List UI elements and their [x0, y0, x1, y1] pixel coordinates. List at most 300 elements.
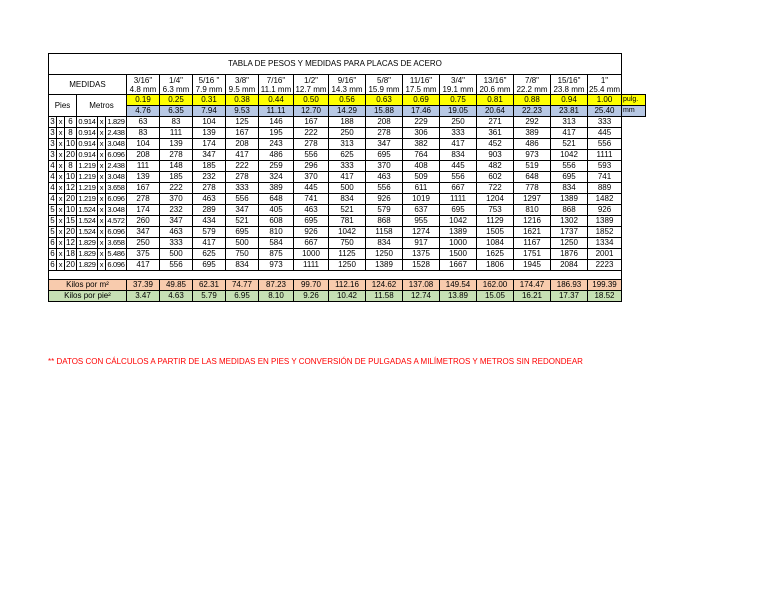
thickness-millimeters: 22.23 — [514, 106, 551, 117]
weight-cell: 188 — [329, 117, 366, 128]
weight-cell: 1167 — [514, 238, 551, 249]
weight-cell: 232 — [160, 205, 193, 216]
weight-cell: 556 — [366, 183, 403, 194]
kilos-pie-label: Kilos por pie² — [49, 291, 127, 302]
length-meters: 3.048 — [107, 172, 125, 181]
thickness-mm: 19.1 mm — [442, 84, 474, 94]
width-meters: 0.914 — [78, 117, 96, 126]
kilos-m2-value: 99.70 — [294, 280, 329, 291]
weight-cell: 208 — [127, 150, 160, 161]
width-meters: 1.219 — [78, 194, 96, 203]
weight-cell: 834 — [329, 194, 366, 205]
weight-cell: 1274 — [403, 227, 440, 238]
weight-cell: 1042 — [551, 150, 588, 161]
length-meters: 2.438 — [107, 128, 125, 137]
width-feet: 5 — [50, 227, 55, 236]
weight-cell: 417 — [551, 128, 588, 139]
thickness-inches: 0.25 — [160, 95, 193, 106]
weight-cell: 260 — [127, 216, 160, 227]
thickness-inches: 0.63 — [366, 95, 403, 106]
thickness-mm: 15.9 mm — [368, 84, 400, 94]
thickness-inches: 0.50 — [294, 95, 329, 106]
weight-cell: 973 — [259, 260, 294, 271]
weight-cell: 463 — [160, 227, 193, 238]
weight-cell: 695 — [551, 172, 588, 183]
weight-cell: 222 — [160, 183, 193, 194]
thickness-inches: 0.88 — [514, 95, 551, 106]
thickness-fraction: 7/16" — [266, 75, 286, 85]
weight-cell: 463 — [294, 205, 329, 216]
weight-cell: 278 — [226, 172, 259, 183]
length-meters: 1.829 — [107, 117, 125, 126]
weight-cell: 625 — [193, 249, 226, 260]
weight-cell: 463 — [193, 194, 226, 205]
weight-cell: 382 — [403, 139, 440, 150]
weight-cell: 370 — [160, 194, 193, 205]
kilos-m2-value: 186.93 — [551, 280, 588, 291]
times-sign: x — [98, 139, 106, 150]
weight-cell: 1216 — [514, 216, 551, 227]
length-feet: 10 — [66, 205, 75, 214]
thickness-fraction: 3/4" — [451, 75, 465, 85]
thickness-inches: 0.94 — [551, 95, 588, 106]
weight-cell: 1737 — [551, 227, 588, 238]
weight-cell: 695 — [193, 260, 226, 271]
weight-cell: 167 — [127, 183, 160, 194]
times-sign: x — [98, 205, 106, 216]
weight-cell: 1111 — [440, 194, 477, 205]
weight-cell: 500 — [329, 183, 366, 194]
spreadsheet — [48, 53, 646, 302]
weight-cell: 1129 — [477, 216, 514, 227]
thickness-millimeters: 23.81 — [551, 106, 588, 117]
thickness-inches: 0.81 — [477, 95, 514, 106]
weight-cell: 1621 — [514, 227, 551, 238]
kilos-pie-value: 6.95 — [226, 291, 259, 302]
weight-cell: 1334 — [588, 238, 622, 249]
weight-cell: 648 — [259, 194, 294, 205]
weight-cell: 781 — [329, 216, 366, 227]
weight-cell: 1084 — [477, 238, 514, 249]
thickness-inches: 0.19 — [127, 95, 160, 106]
weight-cell: 2001 — [588, 249, 622, 260]
weight-cell: 389 — [259, 183, 294, 194]
weight-cell: 486 — [514, 139, 551, 150]
length-feet: 20 — [66, 150, 75, 159]
length-meters: 3.048 — [107, 139, 125, 148]
table-row — [49, 216, 646, 227]
weight-cell: 333 — [226, 183, 259, 194]
weight-cell: 313 — [551, 117, 588, 128]
weight-cell: 167 — [226, 128, 259, 139]
thickness-header — [403, 75, 440, 95]
weight-cell: 1876 — [551, 249, 588, 260]
kilos-m2-value: 174.47 — [514, 280, 551, 291]
weight-cell: 834 — [226, 260, 259, 271]
weight-cell: 347 — [193, 150, 226, 161]
weight-cell: 139 — [193, 128, 226, 139]
kilos-pie-value: 11.58 — [366, 291, 403, 302]
weight-cell: 347 — [366, 139, 403, 150]
weight-cell: 1158 — [366, 227, 403, 238]
weight-cell: 63 — [127, 117, 160, 128]
weight-cell: 434 — [193, 216, 226, 227]
weight-cell: 1389 — [366, 260, 403, 271]
thickness-millimeters: 4.76 — [127, 106, 160, 117]
weight-cell: 750 — [329, 238, 366, 249]
times-sign: x — [57, 238, 65, 249]
thickness-inches: 0.56 — [329, 95, 366, 106]
thickness-header — [193, 75, 226, 95]
times-sign: x — [98, 216, 106, 227]
thickness-header — [329, 75, 366, 95]
width-meters: 1.524 — [78, 205, 96, 214]
times-sign: x — [57, 117, 65, 128]
kilos-pie-value: 10.42 — [329, 291, 366, 302]
weight-cell: 278 — [160, 150, 193, 161]
width-meters: 1.219 — [78, 172, 96, 181]
table-row — [49, 260, 646, 271]
table-row — [49, 183, 646, 194]
weight-cell: 695 — [440, 205, 477, 216]
weight-cell: 83 — [160, 117, 193, 128]
weight-cell: 148 — [160, 161, 193, 172]
kilos-pie-value: 4.63 — [160, 291, 193, 302]
weight-cell: 556 — [160, 260, 193, 271]
table-row — [49, 205, 646, 216]
table-row — [49, 238, 646, 249]
thickness-millimeters: 11.11 — [259, 106, 294, 117]
length-feet: 10 — [66, 139, 75, 148]
weight-cell: 250 — [440, 117, 477, 128]
length-meters: 3.658 — [107, 183, 125, 192]
times-sign: x — [57, 161, 65, 172]
thickness-mm: 20.6 mm — [479, 84, 511, 94]
weight-cell: 482 — [477, 161, 514, 172]
width-feet: 6 — [50, 238, 55, 247]
table-row — [49, 150, 646, 161]
thickness-mm: 6.3 mm — [162, 84, 190, 94]
times-sign: x — [98, 117, 106, 128]
width-feet: 5 — [50, 216, 55, 225]
weight-cell: 174 — [193, 139, 226, 150]
weight-cell: 1302 — [551, 216, 588, 227]
weight-cell: 408 — [403, 161, 440, 172]
spacer-row — [49, 271, 622, 280]
thickness-millimeters: 7.94 — [193, 106, 226, 117]
thickness-millimeters: 20.64 — [477, 106, 514, 117]
weight-cell: 1667 — [440, 260, 477, 271]
weight-cell: 1297 — [514, 194, 551, 205]
weight-cell: 593 — [588, 161, 622, 172]
weight-cell: 370 — [366, 161, 403, 172]
weight-cell: 834 — [440, 150, 477, 161]
kilos-pie-value: 17.37 — [551, 291, 588, 302]
table-row — [49, 249, 646, 260]
thickness-fraction: 1/2" — [304, 75, 318, 85]
weight-cell: 602 — [477, 172, 514, 183]
weight-cell: 750 — [226, 249, 259, 260]
times-sign: x — [57, 128, 65, 139]
weight-cell: 834 — [366, 238, 403, 249]
thickness-millimeters: 17.46 — [403, 106, 440, 117]
weight-cell: 1000 — [440, 238, 477, 249]
times-sign: x — [57, 139, 65, 150]
width-meters: 1.524 — [78, 227, 96, 236]
length-feet: 10 — [66, 172, 75, 181]
length-feet: 18 — [66, 249, 75, 258]
kilos-m2-value: 199.39 — [588, 280, 622, 291]
kilos-m2-value: 74.77 — [226, 280, 259, 291]
weight-cell: 146 — [259, 117, 294, 128]
thickness-inches: 0.38 — [226, 95, 259, 106]
length-feet: 6 — [65, 117, 77, 128]
weight-cell: 695 — [366, 150, 403, 161]
weight-cell: 347 — [226, 205, 259, 216]
thickness-fraction: 9/16" — [337, 75, 357, 85]
width-meters: 0.914 — [78, 128, 96, 137]
weight-cell: 1806 — [477, 260, 514, 271]
thickness-mm: 25.4 mm — [588, 84, 621, 94]
weight-cell: 579 — [193, 227, 226, 238]
weight-cell: 753 — [477, 205, 514, 216]
weight-cell: 608 — [259, 216, 294, 227]
width-meters: 0.914 — [78, 139, 96, 148]
weight-cell: 1019 — [403, 194, 440, 205]
weight-cell: 463 — [366, 172, 403, 183]
pies-header: Pies — [49, 95, 77, 117]
weight-cell: 1111 — [588, 150, 622, 161]
weight-cell: 1389 — [440, 227, 477, 238]
weight-cell: 926 — [294, 227, 329, 238]
weight-cell: 347 — [160, 216, 193, 227]
thickness-inches: 1.00 — [588, 95, 622, 106]
weight-cell: 1000 — [294, 249, 329, 260]
kilos-m2-value: 149.54 — [440, 280, 477, 291]
weight-cell: 556 — [551, 161, 588, 172]
weight-cell: 584 — [259, 238, 294, 249]
width-feet: 5 — [50, 205, 55, 214]
pulg-unit: pulg. — [622, 95, 646, 106]
weight-cell: 917 — [403, 238, 440, 249]
times-sign: x — [57, 205, 65, 216]
width-meters: 1.829 — [78, 249, 96, 258]
kilos-pie-value: 16.21 — [514, 291, 551, 302]
thickness-inches: 0.75 — [440, 95, 477, 106]
thickness-fraction: 3/8" — [235, 75, 249, 85]
weight-cell: 875 — [259, 249, 294, 260]
times-sign: x — [57, 227, 65, 238]
weight-cell: 1250 — [551, 238, 588, 249]
thickness-header — [477, 75, 514, 95]
width-meters: 1.524 — [78, 216, 96, 225]
weight-cell: 278 — [127, 194, 160, 205]
thickness-header — [551, 75, 588, 95]
width-meters: 1.829 — [78, 260, 96, 269]
thickness-millimeters: 9.53 — [226, 106, 259, 117]
length-feet: 12 — [66, 183, 75, 192]
kilos-pie-value: 3.47 — [127, 291, 160, 302]
length-meters: 6.096 — [107, 260, 125, 269]
weight-cell: 973 — [514, 150, 551, 161]
table-row — [49, 172, 646, 183]
table-row — [49, 128, 646, 139]
weight-cell: 185 — [160, 172, 193, 183]
weight-cell: 2223 — [588, 260, 622, 271]
weight-cell: 389 — [514, 128, 551, 139]
weight-cell: 810 — [514, 205, 551, 216]
kilos-m2-value: 112.16 — [329, 280, 366, 291]
weight-cell: 278 — [193, 183, 226, 194]
weight-cell: 579 — [366, 205, 403, 216]
steel-plate-table — [48, 53, 646, 302]
width-feet: 4 — [50, 172, 55, 181]
width-feet: 3 — [50, 139, 55, 148]
kilos-m2-label: Kilos por m² — [49, 280, 127, 291]
thickness-inches: 0.69 — [403, 95, 440, 106]
thickness-fraction: 5/16 " — [198, 75, 220, 85]
weight-cell: 250 — [127, 238, 160, 249]
width-feet: 3 — [50, 150, 55, 159]
weight-cell: 104 — [127, 139, 160, 150]
weight-cell: 445 — [588, 128, 622, 139]
weight-cell: 778 — [514, 183, 551, 194]
weight-cell: 222 — [226, 161, 259, 172]
weight-cell: 834 — [551, 183, 588, 194]
weight-cell: 1500 — [440, 249, 477, 260]
width-feet: 4 — [50, 183, 55, 192]
width-feet: 4 — [50, 194, 55, 203]
kilos-m2-value: 137.08 — [403, 280, 440, 291]
weight-cell: 741 — [294, 194, 329, 205]
kilos-pie-value: 13.89 — [440, 291, 477, 302]
weight-cell: 111 — [127, 161, 160, 172]
kilos-m2-value: 62.31 — [193, 280, 226, 291]
weight-cell: 500 — [160, 249, 193, 260]
weight-cell: 208 — [226, 139, 259, 150]
times-sign: x — [98, 260, 106, 271]
thickness-header — [259, 75, 294, 95]
weight-cell: 955 — [403, 216, 440, 227]
weight-cell: 232 — [193, 172, 226, 183]
thickness-inches: 0.44 — [259, 95, 294, 106]
weight-cell: 111 — [160, 128, 193, 139]
thickness-header — [440, 75, 477, 95]
kilos-pie-value: 15.05 — [477, 291, 514, 302]
times-sign: x — [98, 183, 106, 194]
weight-cell: 1852 — [588, 227, 622, 238]
weight-cell: 167 — [294, 117, 329, 128]
weight-cell: 405 — [259, 205, 294, 216]
weight-cell: 324 — [259, 172, 294, 183]
times-sign: x — [98, 150, 106, 161]
kilos-pie-value: 9.26 — [294, 291, 329, 302]
weight-cell: 347 — [127, 227, 160, 238]
weight-cell: 556 — [294, 150, 329, 161]
length-meters: 3.048 — [107, 205, 125, 214]
metros-header: Metros — [77, 95, 127, 117]
weight-cell: 637 — [403, 205, 440, 216]
weight-cell: 1375 — [403, 249, 440, 260]
weight-cell: 521 — [226, 216, 259, 227]
table-row — [49, 117, 646, 128]
thickness-mm: 14.3 mm — [331, 84, 363, 94]
weight-cell: 1125 — [329, 249, 366, 260]
thickness-millimeters: 14.29 — [329, 106, 366, 117]
weight-cell: 926 — [588, 205, 622, 216]
weight-cell: 229 — [403, 117, 440, 128]
weight-cell: 1042 — [329, 227, 366, 238]
times-sign: x — [98, 194, 106, 205]
weight-cell: 556 — [226, 194, 259, 205]
thickness-fraction: 5/8" — [377, 75, 391, 85]
weight-cell: 417 — [127, 260, 160, 271]
thickness-header — [127, 75, 160, 95]
weight-cell: 333 — [160, 238, 193, 249]
weight-cell: 185 — [193, 161, 226, 172]
thickness-mm: 4.8 mm — [129, 84, 157, 94]
weight-cell: 521 — [551, 139, 588, 150]
weight-cell: 509 — [403, 172, 440, 183]
weight-cell: 868 — [551, 205, 588, 216]
weight-cell: 83 — [127, 128, 160, 139]
kilos-pie-value: 12.74 — [403, 291, 440, 302]
medidas-header: MEDIDAS — [49, 75, 127, 95]
weight-cell: 1389 — [588, 216, 622, 227]
times-sign: x — [98, 172, 106, 183]
thickness-mm: 9.5 mm — [228, 84, 256, 94]
thickness-fraction: 13/16" — [483, 75, 507, 85]
width-feet: 6 — [50, 249, 55, 258]
weight-cell: 125 — [226, 117, 259, 128]
weight-cell: 695 — [294, 216, 329, 227]
weight-cell: 278 — [294, 139, 329, 150]
weight-cell: 695 — [226, 227, 259, 238]
weight-cell: 417 — [226, 150, 259, 161]
weight-cell: 289 — [193, 205, 226, 216]
times-sign: x — [57, 183, 65, 194]
length-feet: 20 — [66, 194, 75, 203]
weight-cell: 889 — [588, 183, 622, 194]
weight-cell: 278 — [366, 128, 403, 139]
thickness-header — [514, 75, 551, 95]
length-meters: 4.572 — [107, 216, 125, 225]
width-feet: 3 — [50, 128, 55, 137]
weight-cell: 764 — [403, 150, 440, 161]
length-meters: 3.658 — [107, 238, 125, 247]
thickness-header — [226, 75, 259, 95]
thickness-millimeters: 25.40 — [588, 106, 622, 117]
weight-cell: 611 — [403, 183, 440, 194]
thickness-mm: 12.7 mm — [295, 84, 327, 94]
weight-cell: 521 — [329, 205, 366, 216]
weight-cell: 271 — [477, 117, 514, 128]
kilos-m2-value: 124.62 — [366, 280, 403, 291]
weight-cell: 1625 — [477, 249, 514, 260]
times-sign: x — [98, 161, 106, 172]
weight-cell: 1751 — [514, 249, 551, 260]
weight-cell: 486 — [259, 150, 294, 161]
thickness-mm: 7.9 mm — [195, 84, 223, 94]
length-feet: 12 — [66, 238, 75, 247]
length-feet: 20 — [66, 227, 75, 236]
weight-cell: 296 — [294, 161, 329, 172]
weight-cell: 104 — [193, 117, 226, 128]
weight-cell: 139 — [127, 172, 160, 183]
weight-cell: 445 — [294, 183, 329, 194]
kilos-m2-value: 37.39 — [127, 280, 160, 291]
thickness-millimeters: 6.35 — [160, 106, 193, 117]
